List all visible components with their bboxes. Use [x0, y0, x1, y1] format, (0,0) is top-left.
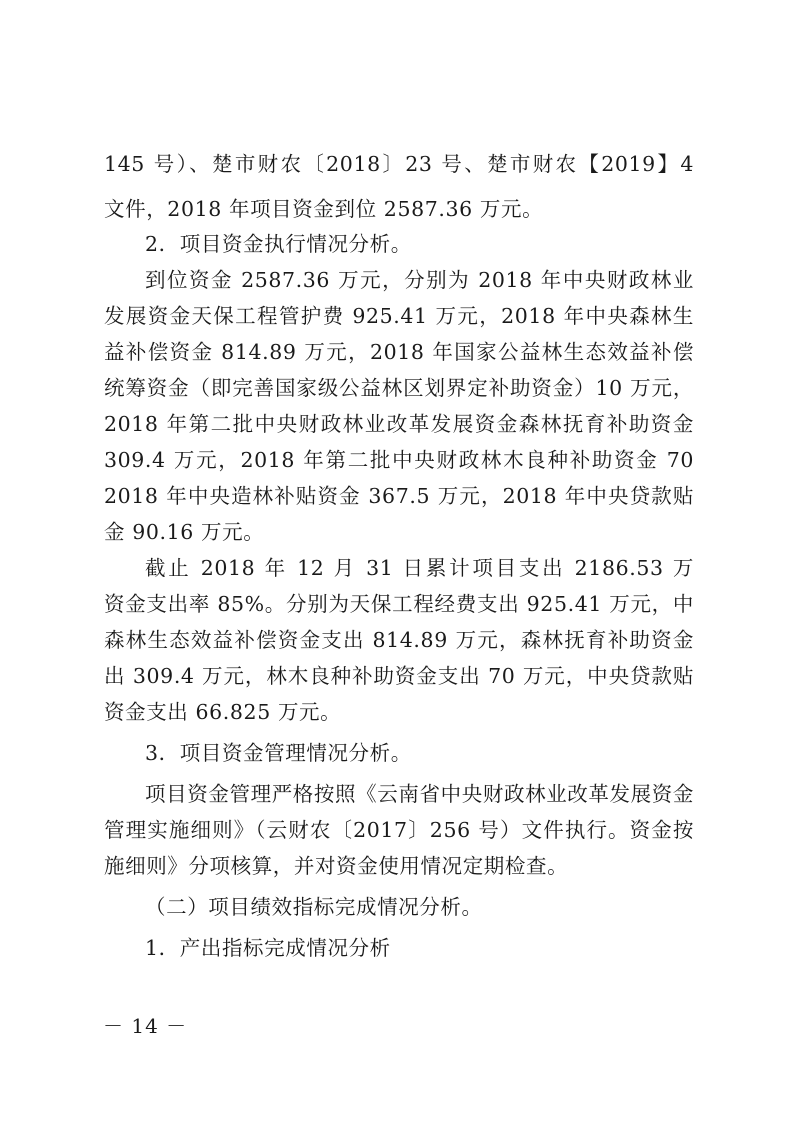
paragraph-line: 文件，2018 年项目资金到位 2587.36 万元。	[104, 197, 544, 221]
paragraph-line: 益补偿资金 814.89 万元，2018 年国家公益林生态效益补偿	[104, 340, 694, 364]
paragraph-line: 项目资金管理严格按照《云南省中央财政林业改革发展资金	[145, 782, 694, 806]
paragraph-line: 施细则》分项核算，并对资金使用情况定期检查。	[104, 854, 569, 878]
subsection-heading: 1．产出指标完成情况分析	[145, 936, 391, 960]
section-heading: （二）项目绩效指标完成情况分析。	[145, 895, 483, 919]
paragraph-line: 2018 年第二批中央财政林业改革发展资金森林抚育补助资金	[104, 412, 694, 436]
paragraph-line: 资金支出率 85%。分别为天保工程经费支出 925.41 万元，中	[104, 592, 694, 616]
paragraph-line: 统筹资金（即完善国家级公益林区划界定补助资金）10 万元，	[104, 376, 694, 400]
page-number: － 14 －	[103, 1014, 188, 1038]
paragraph-line: 出 309.4 万元，林木良种补助资金支出 70 万元，中央贷款贴	[104, 664, 694, 688]
section-heading: 2．项目资金执行情况分析。	[145, 232, 412, 256]
paragraph-line: 145 号）、楚市财农〔2018〕23 号、楚市财农【2019】4	[104, 152, 694, 176]
paragraph-line: 到位资金 2587.36 万元，分别为 2018 年中央财政林业	[145, 268, 694, 292]
paragraph-line: 管理实施细则》（云财农〔2017〕256 号）文件执行。资金按	[104, 818, 694, 842]
paragraph-line: 资金支出 66.825 万元。	[104, 700, 342, 724]
paragraph-line: 金 90.16 万元。	[104, 520, 265, 544]
paragraph-line: 发展资金天保工程管护费 925.41 万元，2018 年中央森林生	[104, 304, 694, 328]
section-heading: 3．项目资金管理情况分析。	[145, 741, 412, 765]
paragraph-line: 森林生态效益补偿资金支出 814.89 万元，森林抚育补助资金	[104, 628, 694, 652]
paragraph-line: 309.4 万元，2018 年第二批中央财政林木良种补助资金 70	[104, 448, 694, 472]
paragraph-line: 截止 2018 年 12 月 31 日累计项目支出 2186.53 万	[145, 556, 694, 580]
paragraph-line: 2018 年中央造林补贴资金 367.5 万元，2018 年中央贷款贴	[104, 484, 694, 508]
